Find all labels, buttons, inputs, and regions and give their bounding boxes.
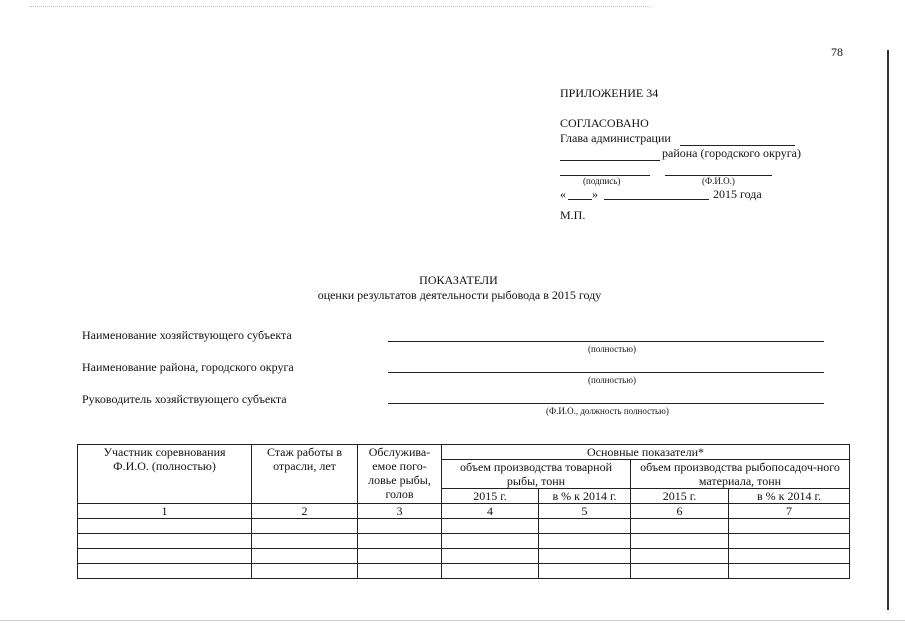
column-number: 3 xyxy=(358,504,442,519)
scan-artifact-top xyxy=(30,6,650,7)
page-number: 78 xyxy=(831,45,843,59)
field-manager-caption: (Ф.И.О., должность полностью) xyxy=(546,406,669,416)
district-name-line xyxy=(560,160,660,161)
field-district-label: Наименование района, городского округа xyxy=(82,360,294,374)
header-pct-fish: в % к 2014 г. xyxy=(539,489,631,504)
appendix-label: ПРИЛОЖЕНИЕ 34 xyxy=(560,86,659,100)
document-title: ПОКАЗАТЕЛИ xyxy=(419,273,498,287)
stamp-label: М.П. xyxy=(560,208,586,222)
date-year-text: 2015 года xyxy=(713,187,762,201)
header-participant: Участник соревнования Ф.И.О. (полностью) xyxy=(78,445,252,504)
column-number: 2 xyxy=(252,504,358,519)
date-open-quote: « xyxy=(560,187,566,201)
header-experience: Стаж работы в отрасли, лет xyxy=(252,445,358,504)
field-entity-line[interactable] xyxy=(388,341,824,342)
table-row[interactable] xyxy=(78,519,850,534)
date-day-line xyxy=(568,199,592,200)
page-edge-line xyxy=(887,50,889,610)
header-2015-seed: 2015 г. xyxy=(631,489,729,504)
column-number: 5 xyxy=(539,504,631,519)
table-row[interactable] xyxy=(78,534,850,549)
field-entity-caption: (полностью) xyxy=(588,344,636,354)
table-row[interactable] xyxy=(78,549,850,564)
header-main-indicators: Основные показатели* xyxy=(442,445,850,460)
date-month-line xyxy=(604,199,709,200)
field-manager-label: Руководитель хозяйствующего субъекта xyxy=(82,392,287,406)
header-pct-seed: в % к 2014 г. xyxy=(729,489,850,504)
indicators-table xyxy=(77,444,850,579)
column-number: 7 xyxy=(729,504,850,519)
field-district-caption: (полностью) xyxy=(588,375,636,385)
approval-title: СОГЛАСОВАНО xyxy=(560,116,649,130)
column-number: 4 xyxy=(442,504,539,519)
column-number: 1 xyxy=(78,504,252,519)
field-district-line[interactable] xyxy=(388,372,824,373)
table-row[interactable] xyxy=(78,564,850,579)
document-subtitle: оценки результатов деятельности рыбовода в 2015 году xyxy=(317,288,602,302)
field-entity-label: Наименование хозяйствующего субъекта xyxy=(82,328,292,342)
date-close-quote: » xyxy=(592,187,598,201)
name-caption: (Ф.И.О.) xyxy=(702,176,735,186)
column-number: 6 xyxy=(631,504,729,519)
header-livestock: Обслужива-емое пого-ловье рыбы, голов xyxy=(358,445,442,504)
scan-artifact-bottom xyxy=(0,620,905,621)
field-manager-line[interactable] xyxy=(388,403,824,404)
header-2015-fish: 2015 г. xyxy=(442,489,539,504)
header-fish-volume: объем производства товарной рыбы, тонн xyxy=(442,460,631,489)
signature-caption: (подпись) xyxy=(583,176,621,186)
approval-district-line: района (городского округа) xyxy=(662,146,801,160)
header-seed-volume: объем производства рыбопосадоч-ного материала, тонн xyxy=(631,460,850,489)
approval-head-line: Глава администрации xyxy=(560,131,671,145)
